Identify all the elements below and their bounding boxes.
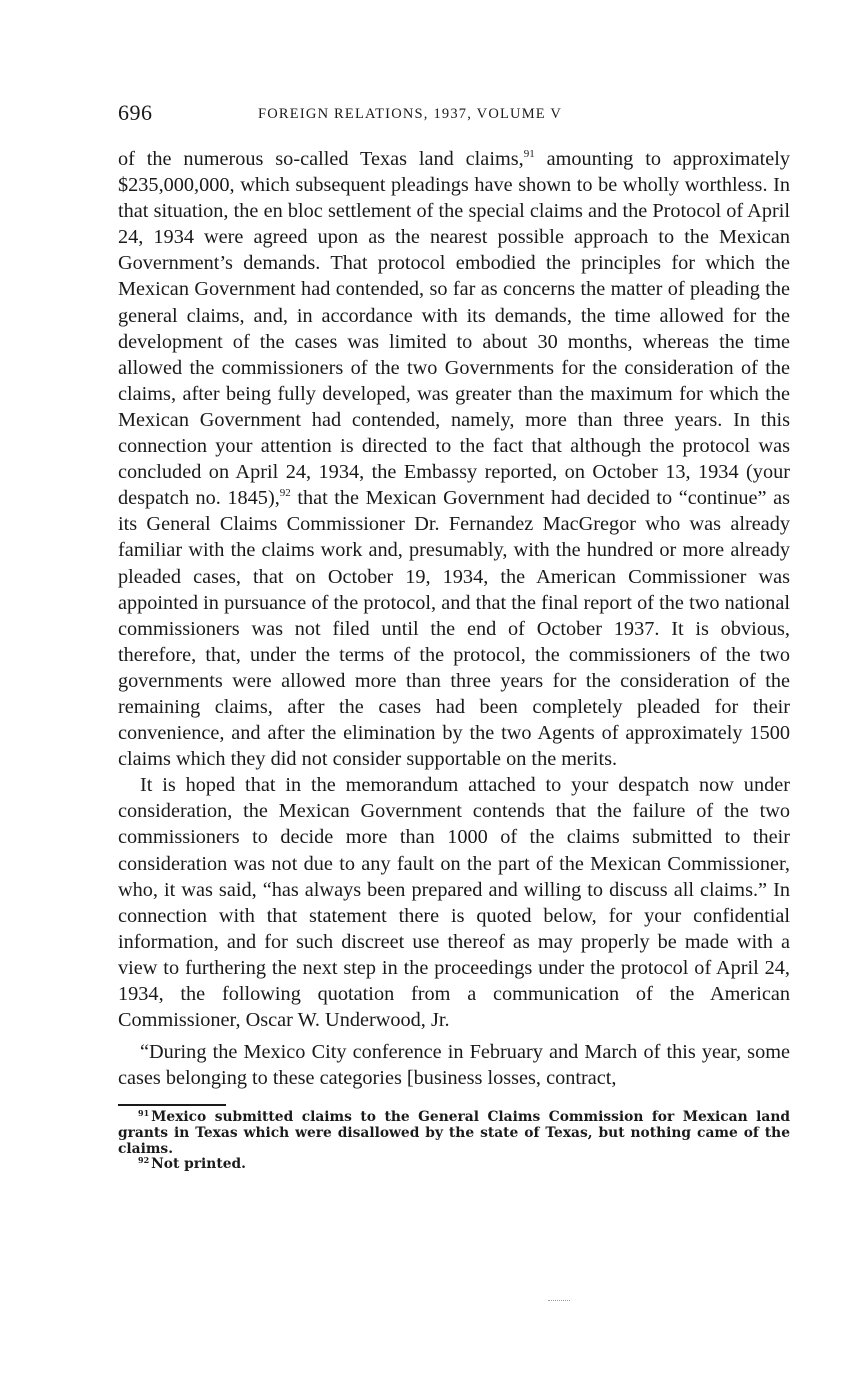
footnote-92-text: Not printed. — [151, 1156, 246, 1173]
footnote-marker-91: 91 — [138, 1108, 150, 1119]
paragraph-1-part-b: amounting to approximately $235,000,000, which subsequent pleadings have shown to be wholly worthless. In that situation, the en bloc settlement of the special claims and the Protocol of April 24, 1934 were agreed upon as the nearest possible approach to the Mexican Government’s demands. That protocol embodied the principles for which the Mexican Government had contended, so far as concerns the matter of pleading the general claims, and, in accordance with its demands, the time allowed for the development of the cases was limited to about 30 months, whereas the time allowed the commissioners of the two Governments for the consideration of the claims, after being fully developed, was greater than the maximum for which the Mexican Government had contended, namely, more than three years. In this connection your attention is directed to the fact that although the protocol was concluded on April 24, 1934, the Embassy reported, on October 13, 1934 (your despatch no. 1845), — [118, 148, 790, 510]
footnote-91-text: Mexico submitted claims to the General Claims Commission for Mexican land grants in Texas which were disallowed by the state of Texas, but nothing came of the claims. — [118, 1109, 790, 1157]
footnote-ref-91: 91 — [523, 148, 535, 160]
footnote-marker-92: 92 — [138, 1155, 150, 1166]
page-header — [118, 100, 790, 130]
footnote-91 — [118, 1110, 790, 1157]
paragraph-1 — [118, 146, 790, 772]
paragraph-2: It is hoped that in the memorandum attached to your despatch now under consideration, the Mexican Government contends that the failure of the two commissioners to decide more than 1000 of the claims submitted to their consideration was not due to any fault on the part of the Mexican Commissioner, who, it was said, “has always been prepared and willing to discuss all claims.” In connection with that statement there is quoted below, for your confidential information, and for such discreet use thereof as may properly be made with a view to furthering the next step in the proceedings under the protocol of April 24, 1934, the following quotation from a communication of the American Commissioner, Oscar W. Underwood, Jr. — [118, 774, 790, 1032]
body-text — [118, 146, 790, 1091]
page-smudge — [548, 1300, 570, 1301]
running-head: FOREIGN RELATIONS, 1937, VOLUME V — [258, 106, 563, 122]
footnote-divider — [118, 1104, 226, 1106]
paragraph-1-part-a: of the numerous so-called Texas land claims, — [118, 148, 524, 170]
footnotes — [118, 1110, 790, 1172]
paragraph-1-part-c: that the Mexican Government had decided to “continue” as its General Claims Commissioner Dr. Fernandez MacGregor who was already familiar with the claims work and, presumably, with the hundred or more already pleaded cases, that on October 19, 1934, the American Commissioner was appointed in pursuance of the protocol, and that the final report of the two national commissioners was not filed until the end of October 1937. It is obvious, therefore, that, under the terms of the protocol, the commissioners of the two governments were allowed more than three years for the consideration of the remaining claims, after the cases had been completely pleaded for their convenience, and after the elimination by the two Agents of approximately 1500 claims which they did not consider supportable on the merits. — [118, 487, 790, 771]
document-page — [118, 100, 790, 1173]
footnote-92 — [118, 1157, 790, 1173]
paragraph-3-quotation: “During the Mexico City conference in February and March of this year, some cases belonging to these categories [business losses, contract, — [118, 1041, 790, 1090]
footnote-ref-92: 92 — [279, 487, 291, 500]
page-number: 696 — [118, 100, 153, 125]
